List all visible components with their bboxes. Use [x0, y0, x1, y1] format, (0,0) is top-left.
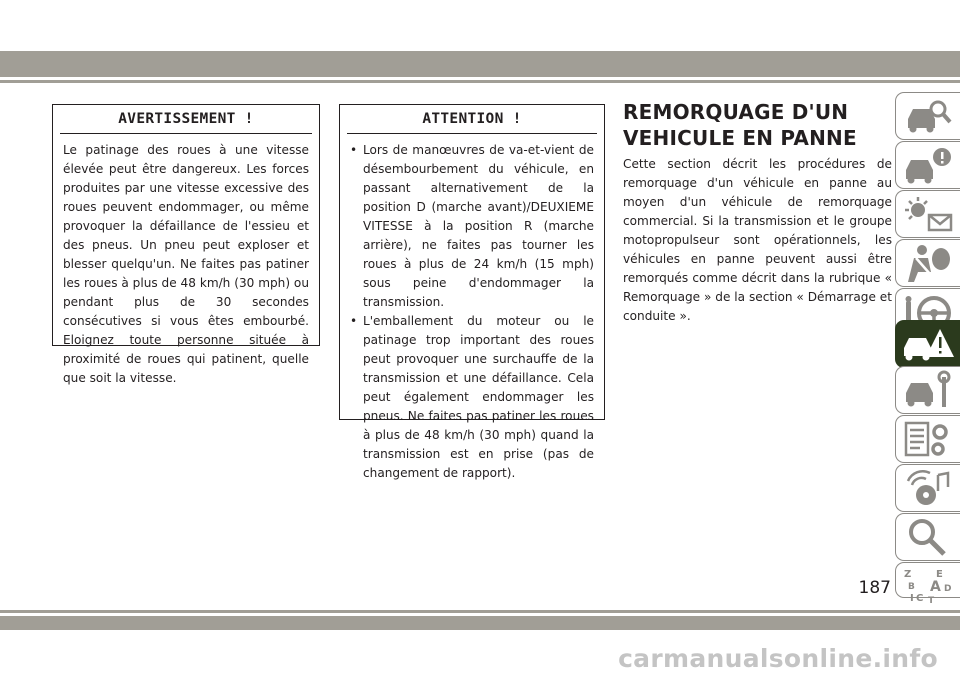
svg-text:A: A	[930, 579, 941, 595]
svg-text:T: T	[928, 596, 935, 606]
index-icon	[900, 565, 956, 607]
warning-title: AVERTISSEMENT !	[118, 111, 254, 127]
multimedia-icon	[900, 467, 956, 509]
header-band	[0, 51, 960, 77]
svg-text:E: E	[936, 569, 943, 580]
watermark: carmanualsonline.info	[618, 644, 938, 673]
caution-box	[339, 104, 605, 480]
magnifier-icon	[900, 516, 956, 558]
caution-item: • Lors de manœuvres de va-et-vient de désembourbement du véhicule, en passant alternativement de la position D (marche avant)/DEUXIEME VITESSE à la position R (marche arrière), ne faites pas tourner les roues à plus de 24 km/h (15 mph) sous peine d'endommager la transmission.	[350, 141, 594, 312]
car-wrench-icon	[900, 369, 956, 411]
tab-index[interactable]	[895, 562, 960, 606]
footer-band	[0, 616, 960, 630]
header-rule	[0, 80, 960, 83]
svg-text:I: I	[910, 593, 914, 604]
warning-lights-icon	[900, 193, 956, 235]
warning-box	[52, 104, 320, 385]
car-warning-icon	[900, 323, 956, 365]
tab-car-info[interactable]	[895, 141, 960, 189]
tab-warning-lights[interactable]	[895, 190, 960, 238]
section-title: REMORQUAGE D'UN VEHICULE EN PANNE	[623, 100, 857, 150]
tab-car-wrench[interactable]	[895, 366, 960, 414]
svg-text:D: D	[944, 584, 952, 594]
caution-item: • L'emballement du moteur ou le patinage trop important des roues peut provoquer une surchauffe de la transmission et une défaillance. Cela peut également endommager les pneus. Ne faites pas patiner les roues à plus de 48 km/h (30 mph) quand la transmission est en prise (pas de changement de rapport).	[350, 312, 594, 483]
section-body: Cette section décrit les procédures de remorquage d'un véhicule en panne au moyen d'un véhicule de remorquage commercial. Si la transmission et le groupe motopropulseur sont opérationnels, les véhicules en panne peuvent aussi être remorqués comme décrit dans la rubrique « Remorquage » de la section « Démarrage et conduite ».	[623, 157, 892, 323]
car-search-icon	[900, 95, 956, 137]
car-info-icon	[900, 144, 956, 186]
tab-specifications[interactable]	[895, 415, 960, 463]
seatbelt-airbag-icon	[900, 242, 956, 284]
svg-text:Z: Z	[904, 569, 912, 580]
tab-seatbelt-airbag[interactable]	[895, 239, 960, 287]
tab-magnifier[interactable]	[895, 513, 960, 561]
tab-car-search[interactable]	[895, 92, 960, 140]
specifications-icon	[900, 418, 956, 460]
svg-text:B: B	[908, 582, 915, 592]
tab-multimedia[interactable]	[895, 464, 960, 512]
svg-text:C: C	[916, 593, 924, 604]
caution-title: ATTENTION !	[422, 111, 522, 127]
page-number: 187	[858, 578, 891, 598]
footer-rule	[0, 610, 960, 613]
warning-text: Le patinage des roues à une vitesse élevée peut être dangereux. Les forces produites par une vitesse excessive des roues peuvent endommager, ou même provoquer la défaillance de l'essieu et des pneus. Un pneu peut exploser et blesser quelqu'un. Ne faites pas patiner les roues à plus de 48 km/h (30 mph) ou pendant plus de 30 secondes consécutives si vous êtes embourbé. Eloignez toute personne située à proximité de roues qui patinent, quelle que soit la vitesse.	[63, 143, 309, 385]
caution-list	[350, 141, 594, 483]
tab-car-warning[interactable]	[895, 320, 960, 368]
